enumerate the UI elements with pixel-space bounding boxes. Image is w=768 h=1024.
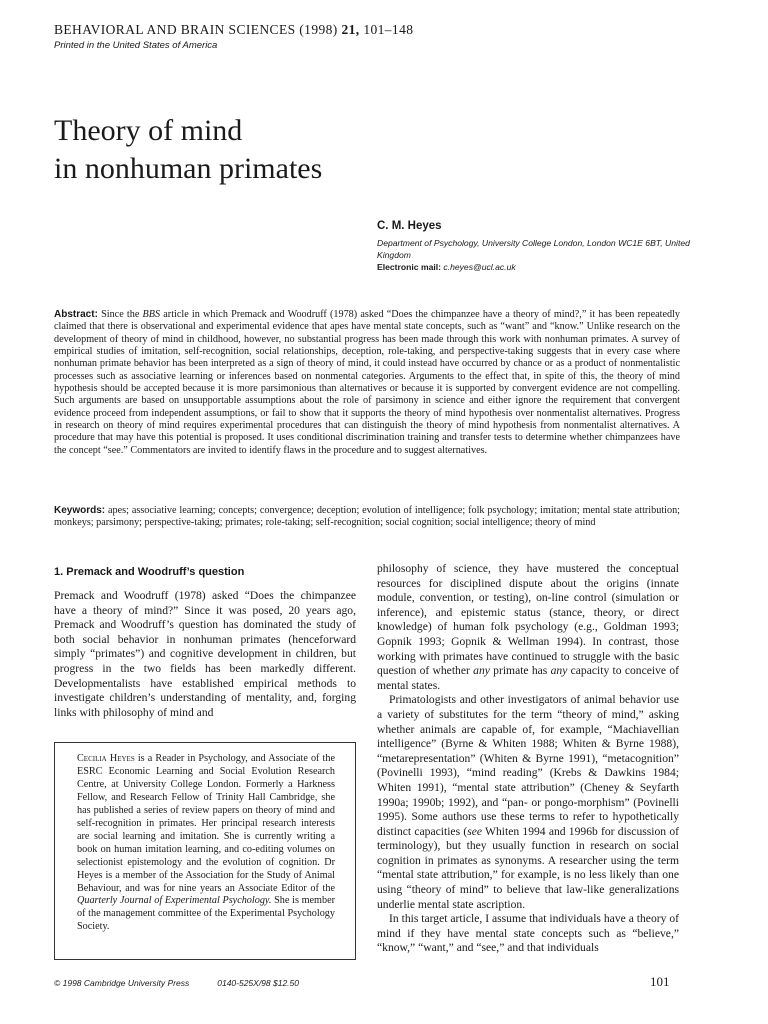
abstract-text-1: Since the bbox=[101, 309, 140, 320]
email-label: Electronic mail: bbox=[377, 262, 441, 272]
bio-text bbox=[77, 753, 335, 934]
keywords-text: apes; associative learning; concepts; convergence; deception; evolution of intelligence; folk psychology; imitation; mental state attribution; monkeys; parsimony; perspective-taking; primates; role-taking; self-recognition; social cognition; social intelligence; theory of mind bbox=[54, 505, 681, 529]
title-line-1: Theory of mind bbox=[54, 114, 243, 147]
keywords-label: Keywords: bbox=[54, 505, 106, 516]
bio-text-2: She is member of the management committee of the Experimental Psychology Society. bbox=[77, 895, 335, 933]
author-name: C. M. Heyes bbox=[377, 220, 442, 232]
keywords bbox=[54, 505, 680, 530]
printed-note: Printed in the United States of America bbox=[54, 40, 218, 51]
journal-header bbox=[54, 22, 413, 38]
issn-price: 0140-525X/98 $12.50 bbox=[217, 978, 300, 988]
abstract-bbs: BBS bbox=[142, 309, 161, 320]
column-1-text: Premack and Woodruff (1978) asked “Does the chimpanzee have a theory of mind?” Since it was posed, 20 years ago, Premack and Woodruff’s question has dominated the study of both social behavior in nonhuman primates (henceforward simply “primates”) and cognitive development in children, but progress in the two fields has been markedly different. Developmentalists have established empirical methods to investigate children’s understanding of mentality, and, forging links with philosophy of mind and bbox=[54, 589, 356, 719]
abstract-text-2: article in which Premack and Woodruff (1978) asked “Does the chimpanzee have a theory of mind?,” it has been repeatedly claimed that there is observational and experimental evidence that apes have mental state concepts, such as “want” and “know.” Unlike research on the development of theory of mind in childhood, however, no substantial progress has been made through this work with nonhuman primates. A survey of empirical studies of imitation, self-recognition, social relationships, deception, role-taking, and perspective-taking suggests that in every case where nonhuman primate behavior has been interpreted as a sign of theory of mind, it could instead have occurred by chance or as a product of nonmentalistic processes such as associative learning or inferences based on nonmental categories. Arguments to the effect that, in spite of this, the theory of mind hypothesis should be accepted because it is more parsimonious than alternatives or because it is supported by convergent evidence are not compelling. Such arguments are based on unsupportable assumptions about the role of parsimony in science and either ignore the requirement that convergent evidence proceed from independent assumptions, or fail to show that it supports the theory of mind hypothesis over nonmentalist alternatives. Progress in research on theory of mind requires experimental procedures that can distinguish the theory of mind hypothesis from nonmentalist alternatives. A procedure that may have this potential is proposed. It uses conditional discrimination training and transfer tests to determine whether chimpanzees have the concept “see.” Commentators are invited to identify flaws in the procedure and to suggest alternatives. bbox=[54, 309, 680, 456]
journal-name: BEHAVIORAL AND BRAIN SCIENCES bbox=[54, 22, 296, 37]
copyright: © 1998 Cambridge University Press bbox=[54, 978, 190, 988]
col2-paragraph-3: In this target article, I assume that individuals have a theory of mind if they have mental state concepts such as “believe,” “know,” “want,” and “see,” and that individuals bbox=[377, 912, 679, 955]
page-number: 101 bbox=[650, 974, 670, 989]
email-address: c.heyes@ucl.ac.uk bbox=[443, 262, 516, 272]
col2-paragraph-2: Primatologists and other investigators of animal behavior use a variety of substitutes for the term “theory of mind,” asking whether animals are capable of, for example, “Machiavellian intelligence” (Byrne & Whiten 1988; Whiten & Byrne 1988), “metarepresentation” (Whiten & Byrne 1991), “metacognition” (Povinelli 1993), “mind reading” (Krebs & Dawkins 1984; Whiten 1991), “mental state attribution” (Cheney & Seyfarth 1990a; 1990b; 1992), and “pan- or pongo-morphism” (Povinelli 1995). Some authors use these terms to refer to hypothetically distinct capacities (see Whiten 1994 and 1996b for discussion of terminology), but they usually function in research on social cognition in primates as synonyms. A researcher using the term “mental state attribution,” for example, is no less likely than one using “theory of mind” to believe that law-like generalizations underlie mental state ascription. bbox=[377, 693, 679, 911]
author-bio-box bbox=[54, 742, 356, 960]
journal-volume: 21, bbox=[341, 22, 360, 37]
bio-name: Cecilia Heyes bbox=[77, 753, 135, 764]
journal-year: (1998) bbox=[299, 22, 338, 37]
abstract-label: Abstract: bbox=[54, 309, 98, 320]
footer bbox=[54, 978, 299, 988]
bio-text-1: is a Reader in Psychology, and Associate of the ESRC Economic Learning and Social Evolution Research Centre, at University College London. Formerly a Harkness Fellow, and Research Fellow of Trinity Hall Cambridge, she has published a series of review papers on theory of mind and self-recognition in primates. Her principal research interests are social learning and imitation. She is currently writing a book on human imitation learning, and co-editing volumes on selectionist epistemology and the evolution of cognition. Dr Heyes is a member of the Association for the Study of Animal Behaviour, and was for nine years an Associate Editor of the bbox=[77, 753, 336, 894]
section-heading: 1. Premack and Woodruff’s question bbox=[54, 566, 245, 578]
title-line-2: in nonhuman primates bbox=[54, 152, 323, 185]
abstract bbox=[54, 309, 680, 457]
article-title bbox=[54, 112, 322, 188]
column-2-text bbox=[377, 562, 679, 956]
bio-journal: Quarterly Journal of Experimental Psychology. bbox=[77, 895, 272, 907]
journal-pages: 101–148 bbox=[363, 22, 414, 37]
col2-paragraph-1: philosophy of science, they have mustered the conceptual resources for disciplined dispute about the origins (innate module, convention, or testing), on-line control (simulation or inference), and epistemic status (stance, theory, or direct knowledge) of human folk psychology (e.g., Goldman 1993; Gopnik 1993; Gopnik & Wellman 1994). In contrast, those working with primates have continued to struggle with the basic question of whether any primate has any capacity to conceive of mental states. bbox=[377, 562, 679, 692]
author-email bbox=[377, 262, 516, 272]
author-affiliation: Department of Psychology, University College London, London WC1E 6BT, United Kingdom bbox=[377, 238, 690, 260]
